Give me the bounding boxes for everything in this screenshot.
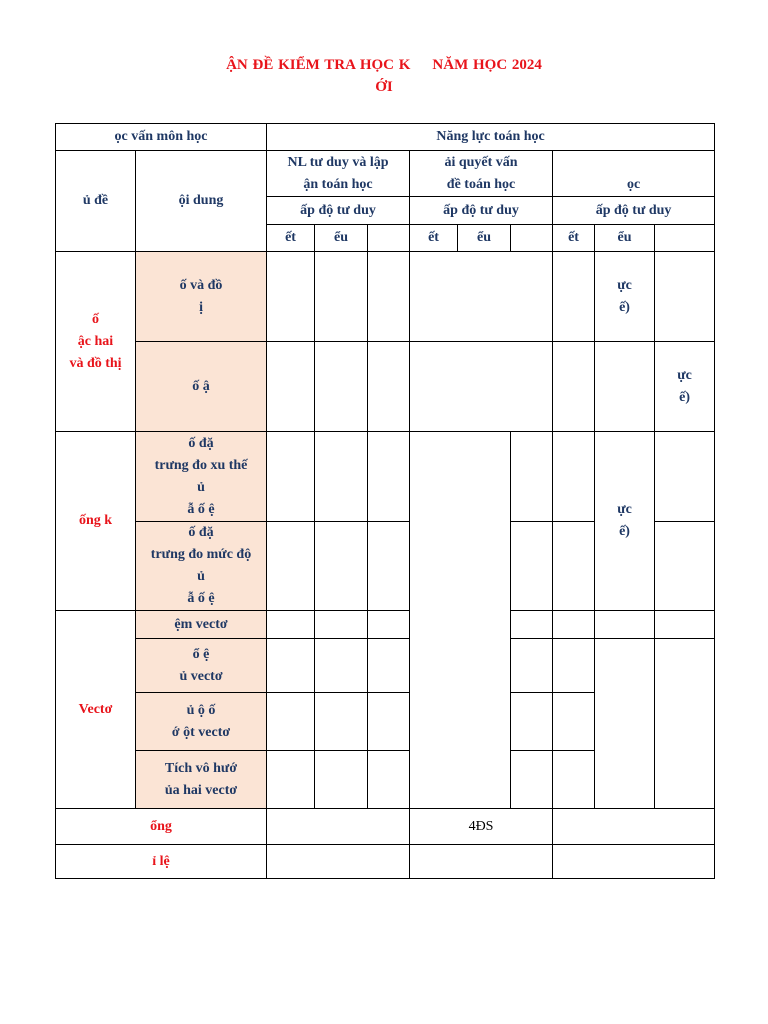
exam-matrix-table: [55, 123, 715, 879]
cell: [410, 252, 553, 342]
exam-title-line1: [0, 57, 768, 74]
header-understand-3: ểu: [595, 225, 655, 252]
cell: [315, 432, 368, 522]
title-part-a: ẬN ĐỀ KIỂM TRA HỌC K: [226, 57, 411, 73]
header-know-1: ết: [267, 225, 315, 252]
cell: [553, 639, 595, 693]
header-apply-1: [368, 225, 410, 252]
content-3-1: ệm vectơ: [136, 611, 267, 639]
cell: [511, 522, 553, 611]
cell: [553, 522, 595, 611]
cell: [553, 845, 715, 879]
ratio-row: [56, 845, 715, 879]
cell: [315, 611, 368, 639]
cell: [553, 342, 595, 432]
content-3-2: ổ ệ ủ vectơ: [136, 639, 267, 693]
cell: [655, 432, 715, 522]
cell: [368, 751, 410, 809]
header-group-problem-solving: ải quyết vấn đề toán học: [410, 151, 553, 197]
cell: [511, 432, 553, 522]
table-row: [56, 611, 715, 639]
cell: [553, 252, 595, 342]
cell: [511, 639, 553, 693]
cell-note: ực ế): [595, 432, 655, 611]
header-content: ội dung: [136, 151, 267, 252]
cell: [267, 342, 315, 432]
cell: [267, 693, 315, 751]
total-label: ổng: [56, 809, 267, 845]
cell: [368, 432, 410, 522]
header-row-1: [56, 124, 715, 151]
content-2-1: ố đặ trưng đo xu thế ủ ẫ ố ệ: [136, 432, 267, 522]
header-know-3: ết: [553, 225, 595, 252]
header-knowledge: ọc vấn môn học: [56, 124, 267, 151]
title-part-b: NĂM HỌC 2024: [432, 57, 542, 73]
cell: [315, 522, 368, 611]
cell-note: ực ế): [595, 252, 655, 342]
cell: [595, 342, 655, 432]
content-1-2: ố ậ: [136, 342, 267, 432]
header-know-2: ết: [410, 225, 458, 252]
header-row-2: [56, 151, 715, 197]
exam-title-line2: ỚI: [375, 79, 393, 95]
ratio-label: ỉ lệ: [56, 845, 267, 879]
header-group-reasoning: NL tư duy và lập ận toán học: [267, 151, 410, 197]
cell: [315, 693, 368, 751]
table-row: [56, 639, 715, 693]
table-row: [56, 252, 715, 342]
content-3-4: Tích vô hướ ủa hai vectơ: [136, 751, 267, 809]
cell: [511, 693, 553, 751]
cell: [511, 611, 553, 639]
cell: [267, 845, 410, 879]
cell: [368, 639, 410, 693]
cell: [267, 639, 315, 693]
total-row: [56, 809, 715, 845]
cell: [315, 751, 368, 809]
cell: [368, 611, 410, 639]
cell: [595, 639, 655, 809]
cell: [267, 432, 315, 522]
header-apply-2: [511, 225, 553, 252]
cell: [368, 252, 410, 342]
cell: [267, 522, 315, 611]
cell: [655, 522, 715, 611]
header-level-1: ấp độ tư duy: [267, 197, 410, 225]
cell: [267, 611, 315, 639]
cell: [267, 751, 315, 809]
cell: [315, 342, 368, 432]
header-competence: Năng lực toán học: [267, 124, 715, 151]
cell: [595, 611, 655, 639]
cell: [368, 522, 410, 611]
cell: [267, 809, 410, 845]
cell: [410, 432, 511, 809]
cell: [655, 252, 715, 342]
cell: [368, 342, 410, 432]
content-1-1: ố và đồ ị: [136, 252, 267, 342]
header-group-modeling: ọc: [553, 151, 715, 197]
cell: [315, 252, 368, 342]
cell: [410, 342, 553, 432]
topic-1-name: ố ậc hai và đồ thị: [56, 252, 136, 432]
table-row: [56, 342, 715, 432]
header-topic: ủ đề: [56, 151, 136, 252]
cell: [553, 809, 715, 845]
cell: [410, 845, 553, 879]
cell: [267, 252, 315, 342]
header-level-2: ấp độ tư duy: [410, 197, 553, 225]
cell: [655, 611, 715, 639]
topic-2-name: ống k: [56, 432, 136, 611]
cell-note: ực ế): [655, 342, 715, 432]
header-apply-3: [655, 225, 715, 252]
cell: [553, 693, 595, 751]
cell: [368, 693, 410, 751]
cell: [553, 751, 595, 809]
cell: [553, 611, 595, 639]
cell: [655, 639, 715, 809]
table-row: [56, 432, 715, 522]
header-understand-2: ểu: [458, 225, 511, 252]
cell: [553, 432, 595, 522]
cell: [315, 639, 368, 693]
topic-3-name: Vectơ: [56, 611, 136, 809]
content-2-2: ố đặ trưng đo mức độ ủ ẫ ố ệ: [136, 522, 267, 611]
header-level-3: ấp độ tư duy: [553, 197, 715, 225]
header-understand-1: ểu: [315, 225, 368, 252]
content-3-3: ủ ộ ố ớ ột vectơ: [136, 693, 267, 751]
total-value: 4ĐS: [410, 809, 553, 845]
cell: [511, 751, 553, 809]
